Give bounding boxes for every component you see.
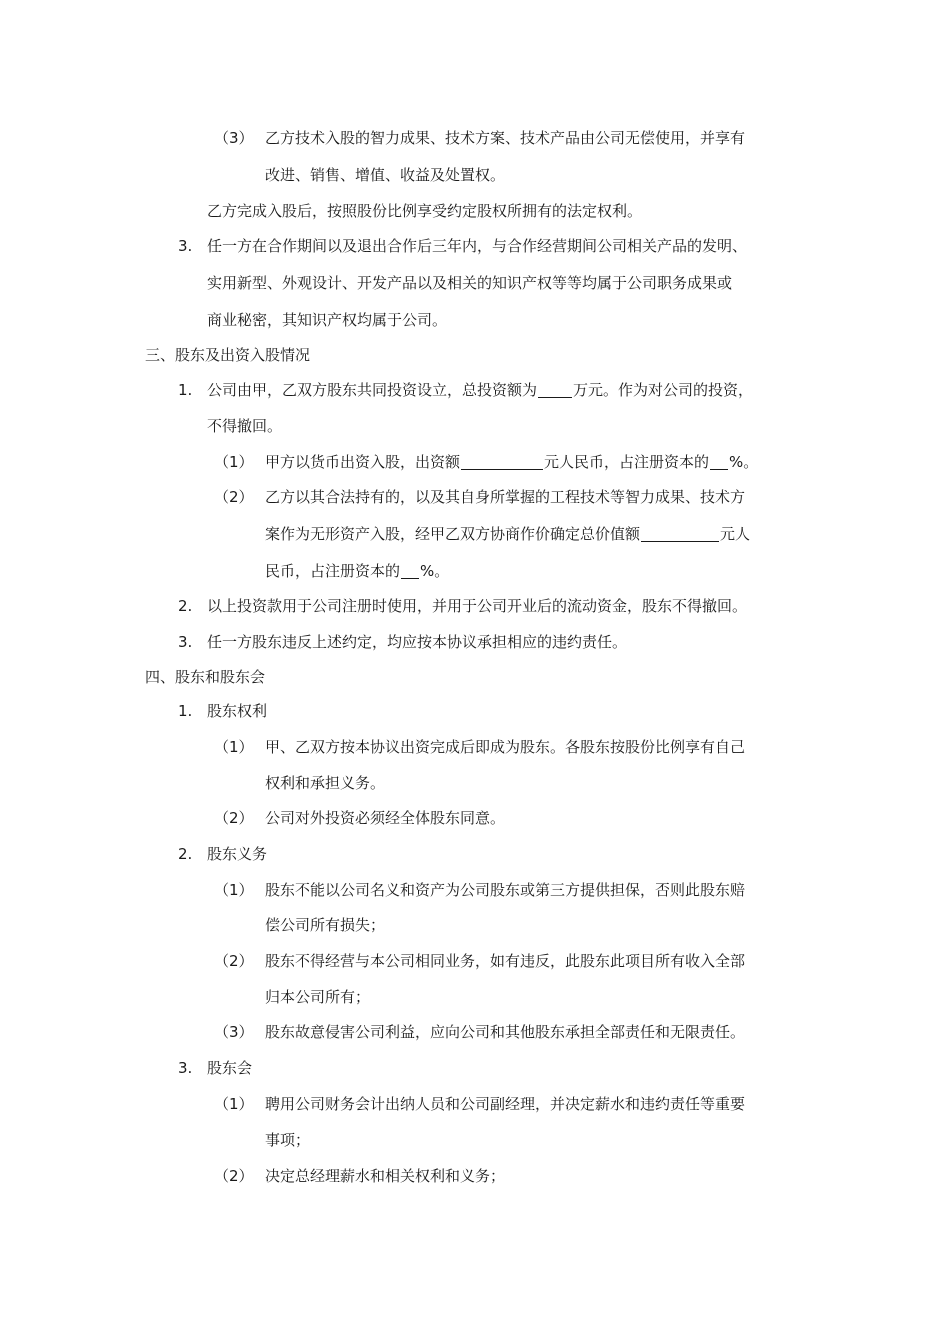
clause-text: 事项； xyxy=(265,1131,311,1149)
item-number: 3. xyxy=(178,237,193,255)
fill-in-blank xyxy=(641,525,719,542)
section-heading: 四、股东和股东会 xyxy=(145,668,266,686)
clause-text: 实用新型、外观设计、开发产品以及相关的知识产权等等均属于公司职务成果或 xyxy=(207,274,733,292)
item-marker: （2） xyxy=(214,488,254,506)
clause-text: 归本公司所有； xyxy=(265,988,371,1006)
item-number: 2. xyxy=(178,845,193,863)
clause-text: 改进、销售、增值、收益及处置权。 xyxy=(265,166,506,184)
clause-text: 任一方股东违反上述约定，均应按本协议承担相应的违约责任。 xyxy=(207,633,628,651)
clause-text: 乙方完成入股后，按照股份比例享受约定股权所拥有的法定权利。 xyxy=(207,202,643,220)
clause-text: 甲、乙双方按本协议出资完成后即成为股东。各股东按股份比例享有自己 xyxy=(265,738,746,756)
item-marker: （2） xyxy=(214,1167,254,1185)
item-marker: （1） xyxy=(214,738,254,756)
item-marker: （3） xyxy=(214,129,254,147)
item-number: 3. xyxy=(178,633,193,651)
fill-in-blank xyxy=(461,453,543,470)
clause-text: 聘用公司财务会计出纳人员和公司副经理，并决定薪水和违约责任等重要 xyxy=(265,1095,746,1113)
clause-text: 乙方技术入股的智力成果、技术方案、技术产品由公司无偿使用，并享有 xyxy=(265,129,746,147)
clause-text: 不得撤回。 xyxy=(207,417,283,435)
item-marker: （1） xyxy=(214,453,254,471)
fill-in-blank xyxy=(710,453,728,470)
subheading: 股东会 xyxy=(207,1059,253,1077)
clause-text: 任一方在合作期间以及退出合作后三年内，与合作经营期间公司相关产品的发明、 xyxy=(207,237,748,255)
clause-text: 民币，占注册资本的 %。 xyxy=(265,562,450,580)
clause-text: 偿公司所有损失； xyxy=(265,916,386,934)
subheading: 股东义务 xyxy=(207,845,268,863)
item-marker: （1） xyxy=(214,1095,254,1113)
clause-text: 权利和承担义务。 xyxy=(265,774,386,792)
clause-text: 公司对外投资必须经全体股东同意。 xyxy=(265,809,506,827)
subheading: 股东权利 xyxy=(207,702,268,720)
clause-text: 公司由甲，乙双方股东共同投资设立，总投资额为 万元。作为对公司的投资， xyxy=(207,381,754,399)
clause-text: 商业秘密，其知识产权均属于公司。 xyxy=(207,311,448,329)
section-heading: 三、股东及出资入股情况 xyxy=(145,346,311,364)
clause-text: 案作为无形资产入股，经甲乙双方协商作价确定总价值额 元人 xyxy=(265,525,751,543)
item-marker: （3） xyxy=(214,1023,254,1041)
item-number: 2. xyxy=(178,597,193,615)
fill-in-blank xyxy=(401,562,419,579)
fill-in-blank xyxy=(538,381,572,398)
clause-text: 甲方以货币出资入股，出资额 元人民币，占注册资本的 %。 xyxy=(265,453,759,471)
item-marker: （1） xyxy=(214,881,254,899)
clause-text: 以上投资款用于公司注册时使用，并用于公司开业后的流动资金，股东不得撤回。 xyxy=(207,597,748,615)
item-marker: （2） xyxy=(214,952,254,970)
item-number: 1. xyxy=(178,381,193,399)
clause-text: 股东不能以公司名义和资产为公司股东或第三方提供担保，否则此股东赔 xyxy=(265,881,746,899)
clause-text: 乙方以其合法持有的，以及其自身所掌握的工程技术等智力成果、技术方 xyxy=(265,488,746,506)
item-marker: （2） xyxy=(214,809,254,827)
clause-text: 决定总经理薪水和相关权利和义务； xyxy=(265,1167,506,1185)
item-number: 1. xyxy=(178,702,193,720)
clause-text: 股东故意侵害公司利益，应向公司和其他股东承担全部责任和无限责任。 xyxy=(265,1023,746,1041)
item-number: 3. xyxy=(178,1059,193,1077)
clause-text: 股东不得经营与本公司相同业务，如有违反，此股东此项目所有收入全部 xyxy=(265,952,746,970)
